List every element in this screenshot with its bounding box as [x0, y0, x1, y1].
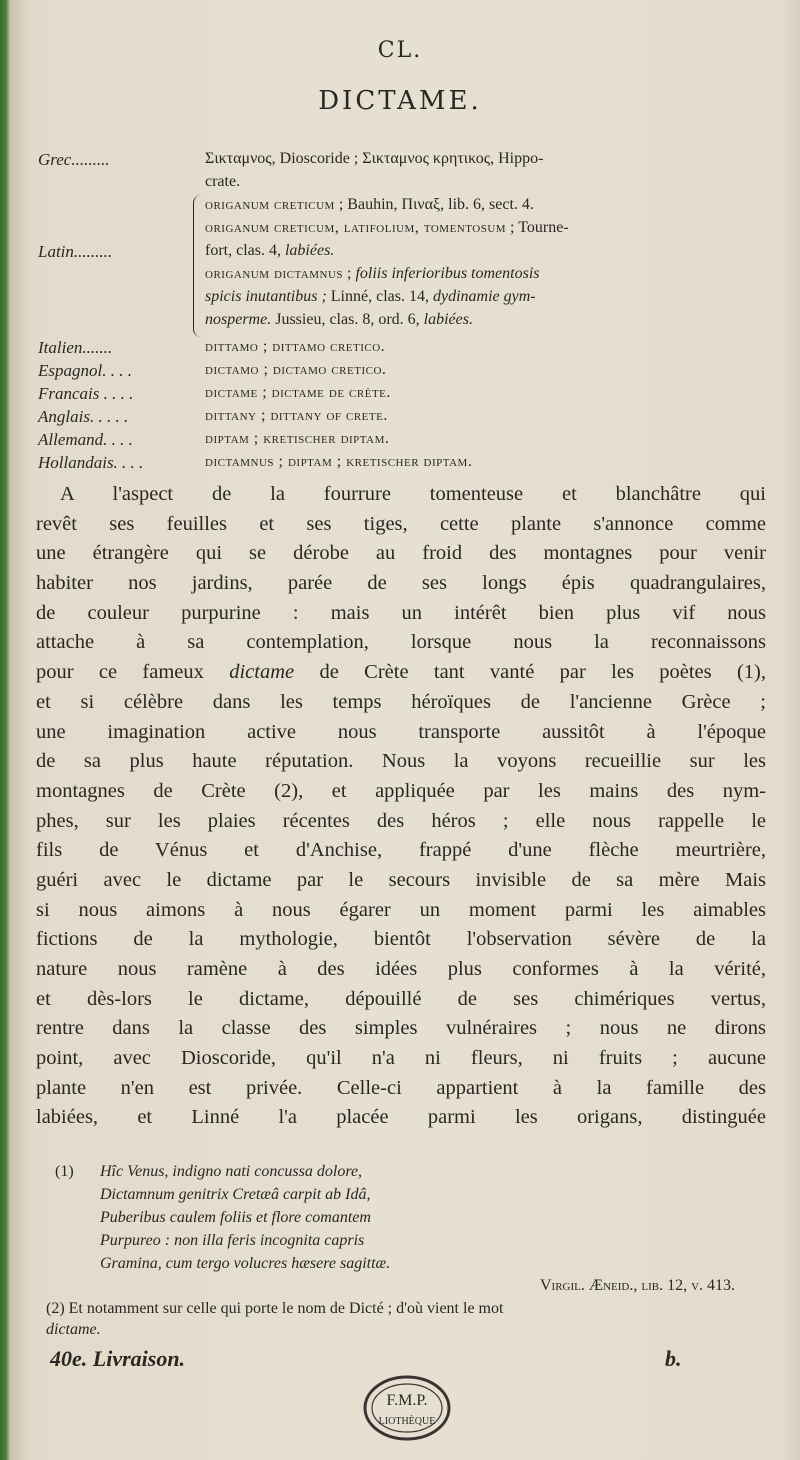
synonym-text: origanum creticum ; Bauhin, Πιναξ, lib. 6, sect. 4. [205, 196, 534, 213]
synonym-text: spicis inutantibus ; Linné, clas. 14, dydinamie gym- [205, 288, 536, 305]
library-stamp [360, 1372, 455, 1444]
paragraph-line: et dès-lors le dictame, dépouillé de ses chimériques vertus, [36, 987, 766, 1010]
synonym-text: dictamnus ; diptam ; kretischer diptam. [205, 453, 473, 470]
stamp-text-top: F.M.P. [386, 1392, 428, 1409]
synonym-text: nosperme. Jussieu, clas. 8, ord. 6, labiées. [205, 311, 473, 328]
signature-letter: b. [665, 1346, 682, 1371]
synonym-text: dittany ; dittany of crete. [205, 407, 388, 424]
synonym-language: Anglais. . . . . [38, 407, 129, 426]
synonym-text: origanum dictamnus ; foliis inferioribus tomentosis [205, 265, 540, 282]
synonym-language: Espagnol. . . . [38, 361, 132, 380]
page-title: DICTAME. [318, 86, 482, 116]
synonym-text: Σικταμνος, Dioscoride ; Σικταμνος κρητικος, Hippo- [205, 150, 544, 167]
synonym-language: Italien....... [38, 338, 113, 357]
paragraph-line: attache à sa contemplation, lorsque nous la reconnaissons [36, 631, 766, 654]
synonym-language: Latin......... [38, 242, 113, 261]
synonym-text: crate. [205, 173, 241, 190]
synonym-text: diptam ; kretischer diptam. [205, 430, 390, 447]
paragraph-line: et si célèbre dans les temps héroïques de l'ancienne Grèce ; [36, 690, 766, 713]
paragraph-line: nature nous ramène à des idées plus conformes à la vérité, [36, 958, 766, 980]
synonym-text: dictamo ; dictamo cretico. [205, 361, 387, 378]
latin-brace [193, 195, 204, 337]
synonym-language: Hollandais. . . . [38, 453, 144, 472]
paragraph-line: point, avec Dioscoride, qu'il n'a ni fleurs, ni fruits ; aucune [36, 1047, 766, 1070]
paragraph-line: montagnes de Crète (2), et appliquée par les mains des nym- [36, 779, 766, 802]
paragraph-line: phes, sur les plaies récentes des héros ; elle nous rappelle le [36, 809, 766, 832]
paragraph-line: plante n'en est privée. Celle-ci appartient à la famille des [36, 1076, 766, 1099]
synonym-text: dictame ; dictame de crète. [205, 384, 391, 401]
synonym-text: origanum creticum, latifolium, tomentosum ; Tourne- [205, 219, 569, 236]
synonym-text: dittamo ; dittamo cretico. [205, 338, 386, 355]
paragraph-line: rentre dans la classe des simples vulnéraires ; nous ne dirons [36, 1017, 766, 1040]
footnote-verse-line: Dictamnum genitrix Cretæâ carpit ab Idâ, [100, 1186, 371, 1203]
page-folio: CL. [377, 38, 423, 63]
footnote-verse-line: Puberibus caulem foliis et flore comantem [100, 1209, 371, 1226]
paragraph-line: guéri avec le dictame par le secours invisible de sa mère Mais [36, 868, 766, 891]
main-paragraph [36, 480, 766, 1133]
paragraph-line: habiter nos jardins, parée de ses longs épis quadrangulaires, [36, 572, 766, 595]
synonym-language: Grec......... [38, 150, 110, 169]
paragraph-line: A l'aspect de la fourrure tomenteuse et blanchâtre qui [60, 483, 766, 505]
paragraph-line: si nous aimons à nous égarer un moment parmi les aimables [36, 898, 766, 921]
signature-mark: 40e. Livraison. [50, 1346, 186, 1371]
stamp-text-bottom: LIOTHÈQUE [378, 1416, 436, 1427]
footnote-2-line1: (2) Et notamment sur celle qui porte le nom de Dicté ; d'où vient le mot [46, 1300, 504, 1317]
paragraph-line: fils de Vénus et d'Anchise, frappé d'une flèche meurtrière, [36, 839, 766, 862]
paragraph-line: une étrangère qui se dérobe au froid des montagnes pour venir [36, 542, 766, 565]
paragraph-line: labiées, et Linné l'a placée parmi les origans, distinguée [36, 1106, 766, 1129]
paragraph-line: de couleur purpurine : mais un intérêt bien plus vif nous [36, 601, 766, 624]
footnote-verse-line: Gramina, cum tergo volucres hæsere sagittæ. [100, 1255, 391, 1272]
synonym-language: Allemand. . . . [38, 430, 133, 449]
footnote-1-source: Virgil. Æneid., lib. 12, v. 413. [540, 1277, 736, 1294]
paragraph-line: une imagination active nous transporte aussitôt à l'époque [36, 720, 766, 743]
paragraph-line: fictions de la mythologie, bientôt l'observation sévère de la [36, 928, 766, 951]
synonym-language: Francais . . . . [38, 384, 134, 403]
footnote-verse-line: Purpureo : non illa feris incognita capris [100, 1232, 365, 1249]
footnote-2-line2: dictame. [46, 1321, 101, 1338]
paragraph-line: pour ce fameux dictame de Crète tant vanté par les poètes (1), [36, 661, 766, 684]
paragraph-line: de sa plus haute réputation. Nous la voyons recueillie sur les [36, 750, 766, 773]
paragraph-line: revêt ses feuilles et ses tiges, cette plante s'annonce comme [36, 512, 766, 535]
footnote-verse-line: Hîc Venus, indigno nati concussa dolore, [100, 1163, 363, 1180]
footnote-1-number: (1) [55, 1163, 74, 1180]
synonym-text: fort, clas. 4, labiées. [205, 242, 335, 259]
